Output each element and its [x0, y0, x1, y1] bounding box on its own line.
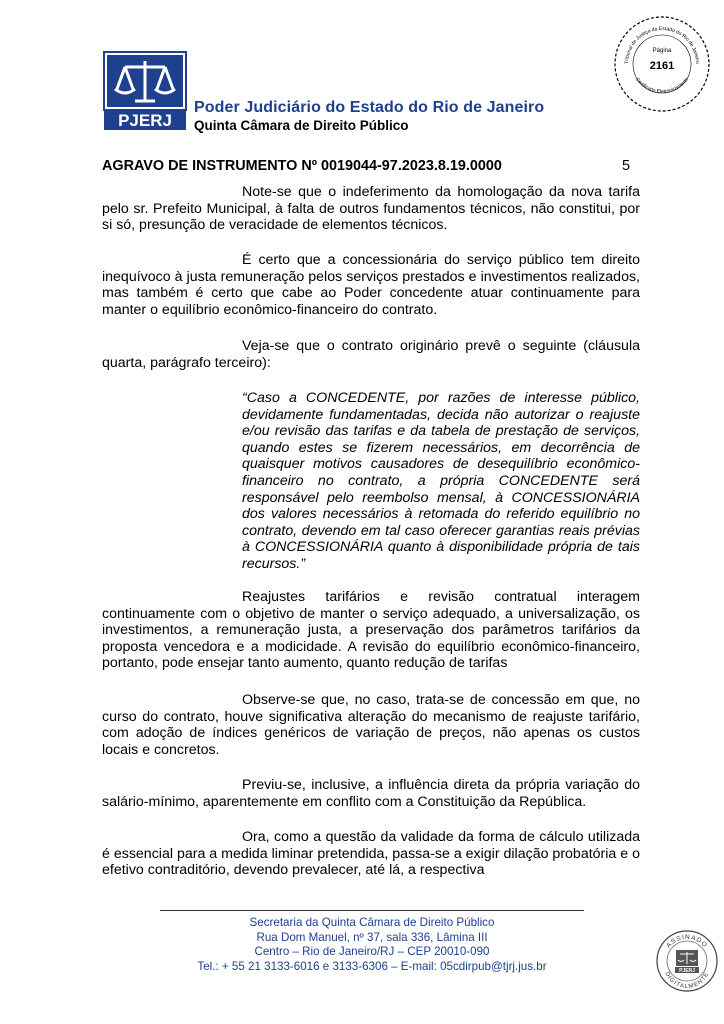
stamp-bottom-text: DIGITALMENTE	[663, 971, 711, 991]
paragraph-4: Reajustes tarifários e revisão contratual interagem continuamente com o objetivo de manter o serviço adequado, a universalização, os investimentos, a remuneração justa, a preservação dos parâmetros tarifários da proposta vencedora e a modicidade. A revisão do equilíbrio econômico-financeiro, portanto, pode ensejar tanto aumento, quanto redução de tarifas	[102, 589, 640, 672]
paragraph-2: É certo que a concessionária do serviço público tem direito inequívoco à justa remuneração pelos serviços prestados e investimentos realizados, mas também é certo que cabe ao Poder concedente atuar continuamente para manter o equilíbrio econômico-financeiro do contrato.	[102, 252, 640, 318]
stamp-top-text: ASSINADO	[665, 933, 709, 950]
footer-divider	[160, 910, 584, 911]
paragraph-3: Veja-se que o contrato originário prevê o seguinte (cláusula quarta, parágrafo terceiro):	[102, 338, 640, 371]
seal-bottom-text: Certificado Eletronicamente	[634, 76, 690, 95]
footer	[160, 916, 584, 974]
pjerj-logo	[103, 51, 187, 131]
footer-line-4: Tel.: + 55 21 3133-6016 e 3133-6306 – E-mail: 05cdirpub@tjrj.jus.br	[197, 959, 547, 973]
footer-line-1: Secretaria da Quinta Câmara de Direito Público	[249, 916, 495, 929]
case-number: AGRAVO DE INSTRUMENTO Nº 0019044-97.2023.8.19.0000	[102, 158, 502, 174]
chamber-name: Quinta Câmara de Direito Público	[194, 118, 409, 133]
paragraph-7: Ora, como a questão da validade da forma de cálculo utilizada é essencial para a medida liminar pretendida, passa-se a exigir dilação probatória e o efetivo contraditório, devendo prevalecer, até lá, a respectiva	[102, 829, 640, 879]
digital-signature-stamp	[656, 930, 718, 992]
contract-quote: “Caso a CONCEDENTE, por razões de interesse público, devidamente fundamentadas, decida não autorizar o reajuste e/ou revisão das tarifas e da tabela de prestação de serviços, quando estes se fizerem necessários, em decorrência de quaisquer motivos causadores de desequilíbrio econômico-financeiro no contrato, a própria CONCEDENTE será responsável pelo reembolso mensal, à CONCESSIONÁRIA dos valores necessários à retomada do referido equilíbrio no contrato, devendo em tal caso oferecer garantias reais prévias à CONCESSIONÁRIA quanto à disponibilidade própria de tais recursos.”	[242, 390, 640, 572]
stamp-logo-text: PJERJ	[679, 968, 695, 974]
paragraph-5: Observe-se que, no caso, trata-se de concessão em que, no curso do contrato, houve significativa alteração do mecanismo de reajuste tarifário, com adoção de índices genéricos de variação de preços, não apenas os custos locais e concretos.	[102, 692, 640, 758]
paragraph-6: Previu-se, inclusive, a influência direta da própria variação do salário-mínimo, aparentemente em conflito com a Constituição da República.	[102, 777, 640, 810]
seal-ring-text: Tribunal de Justiça do Estado do Rio de Janeiro	[623, 25, 701, 65]
footer-line-3: Centro – Rio de Janeiro/RJ – CEP 20010-090	[254, 945, 490, 958]
page-number: 5	[622, 158, 631, 174]
seal-page-number: 2161	[649, 60, 675, 72]
logo-text: PJERJ	[118, 111, 172, 130]
page-seal	[612, 14, 712, 114]
court-name: Poder Judiciário do Estado do Rio de Janeiro	[194, 99, 545, 116]
seal-label: Página	[652, 48, 672, 54]
paragraph-1: Note-se que o indeferimento da homologação da nova tarifa pelo sr. Prefeito Municipal, à falta de outros fundamentos técnicos, não constitui, por si só, presunção de veracidade de elementos técnicos.	[102, 184, 640, 234]
footer-line-2: Rua Dom Manuel, nº 37, sala 336, Lâmina III	[256, 930, 488, 944]
